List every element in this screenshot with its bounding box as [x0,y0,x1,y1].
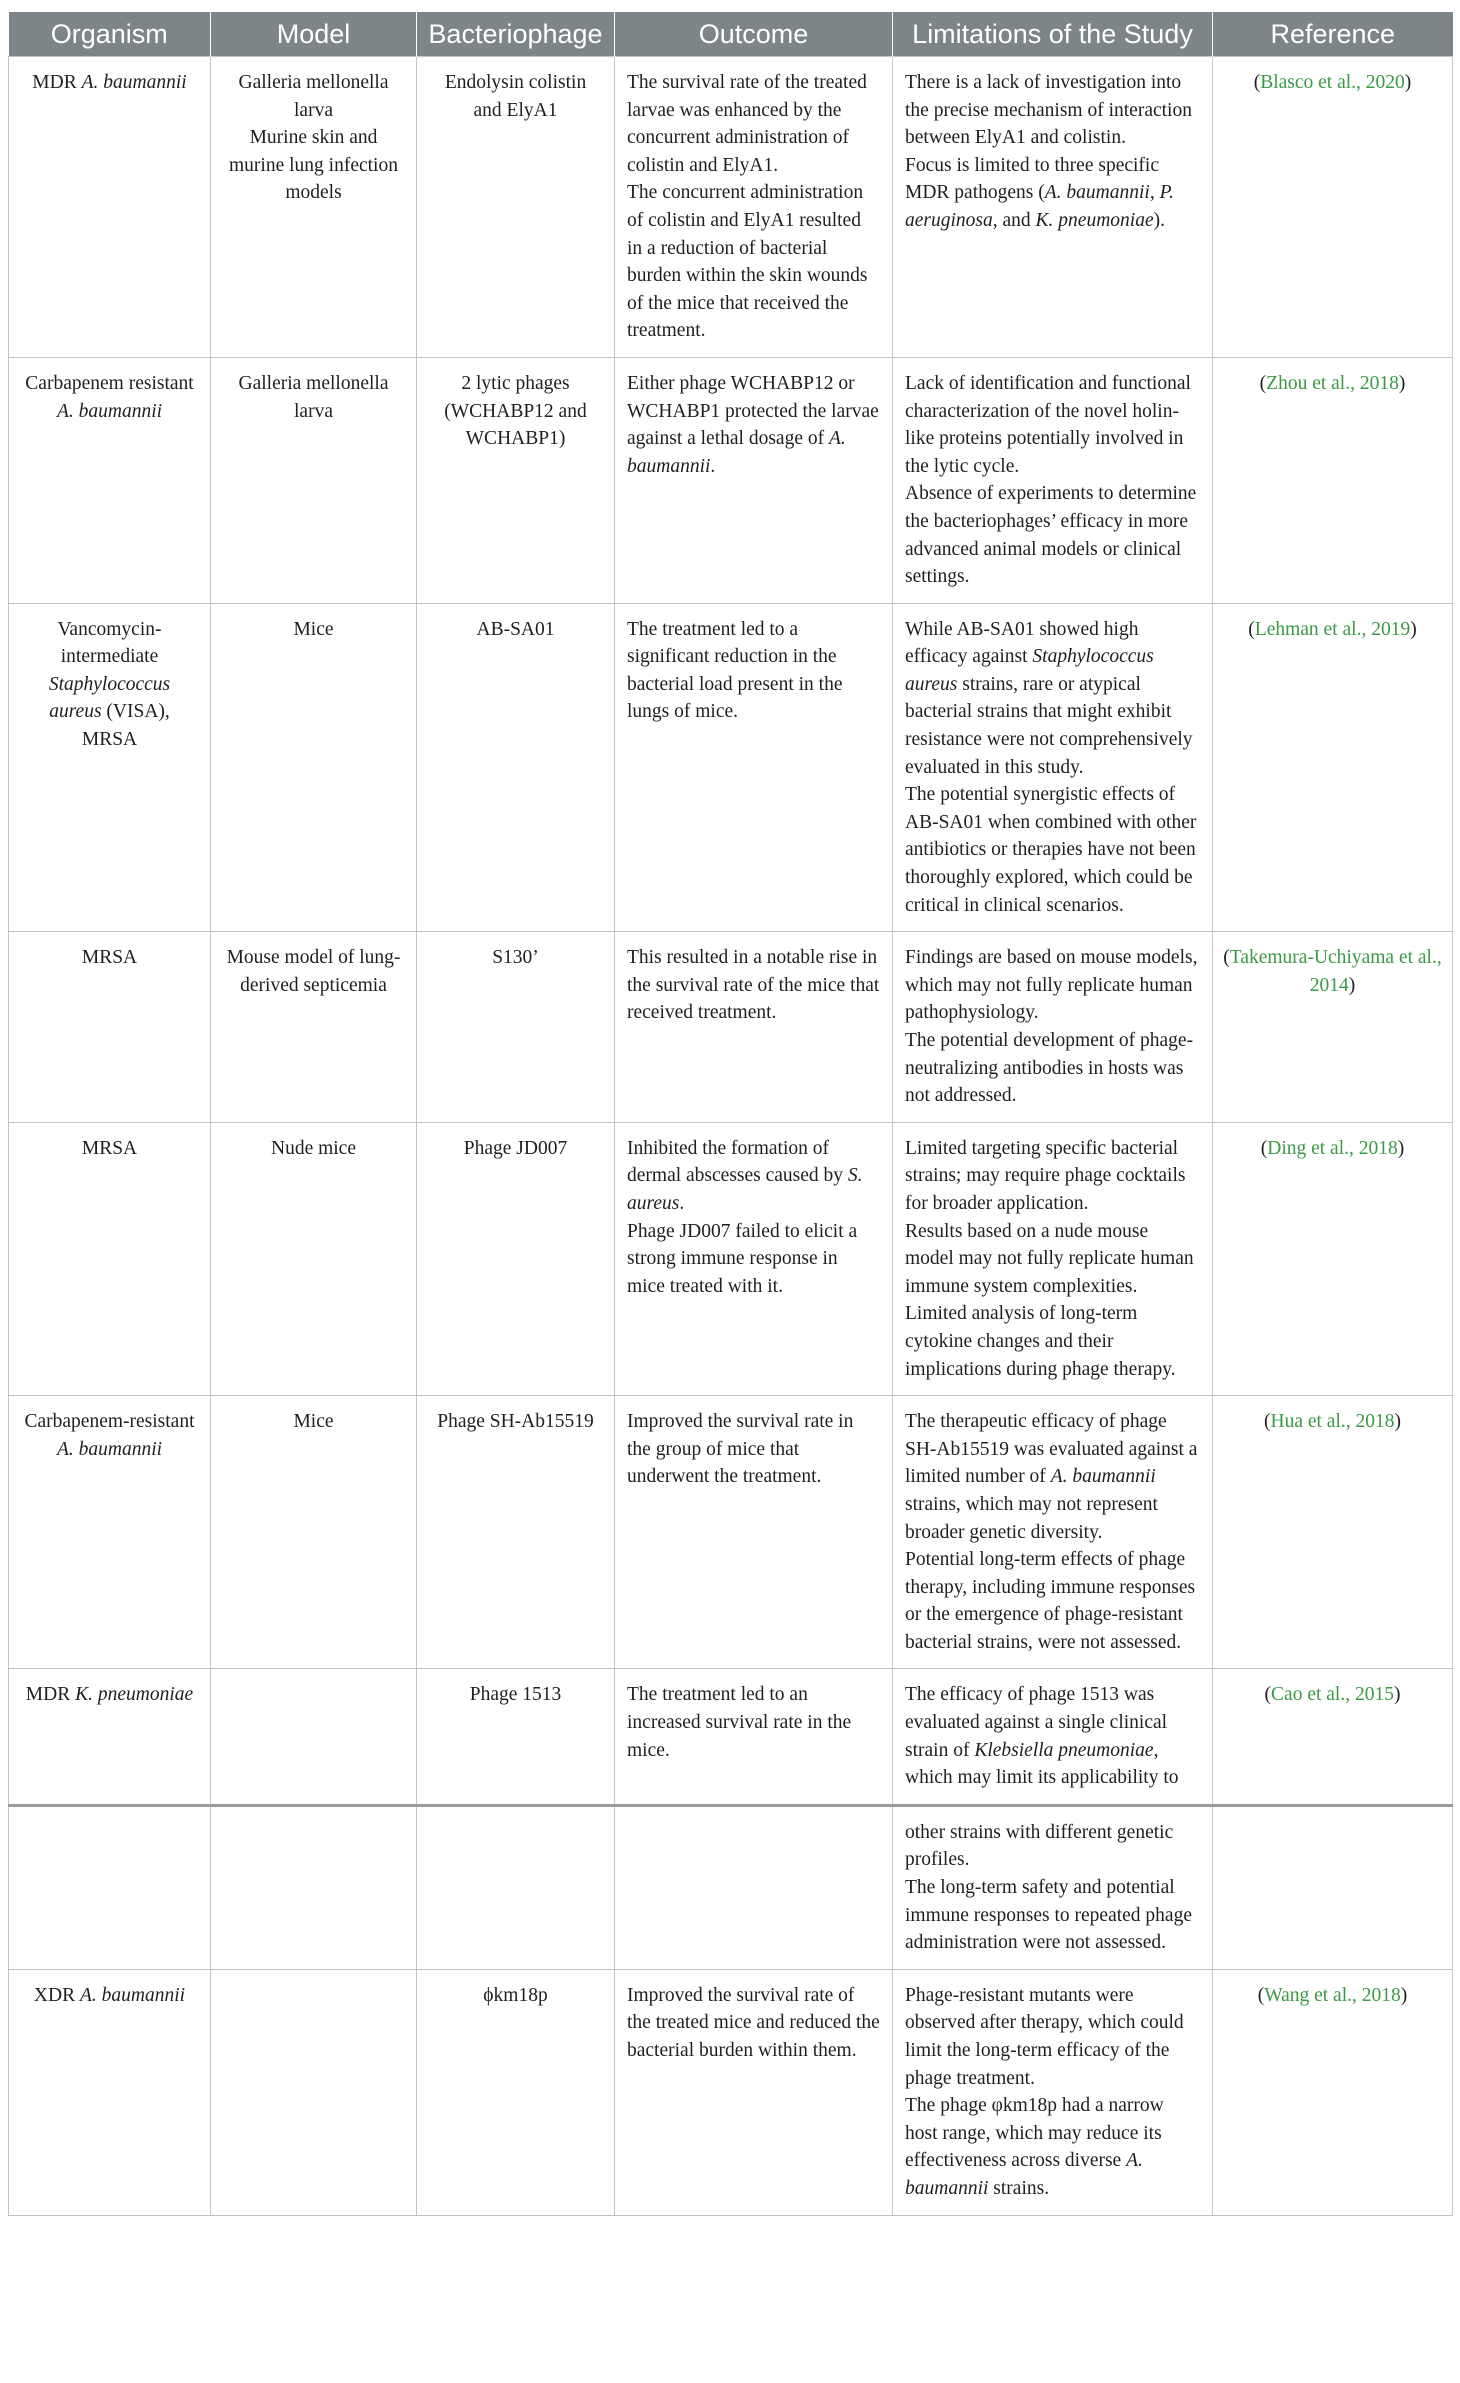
organism-cell: MDR K. pneumoniae [9,1669,211,1805]
bacteriophage-cell: Phage JD007 [417,1122,615,1395]
header-model: Model [211,12,417,57]
limitation-line: Absence of experiments to determine the bacteriophages’ efficacy in more advanced animal models or clinical settings. [905,483,1197,588]
table-row [9,932,1453,1123]
reference-cell [1213,1396,1453,1669]
model-cell [211,1805,417,1969]
model-line: Mouse model of lung-derived septicemia [226,947,401,996]
model-cell [211,932,417,1123]
limitation-line: There is a lack of investigation into the precise mechanism of interaction between ElyA1 and colistin. [905,72,1192,149]
limitation-line: While AB-SA01 showed high efficacy against Staphylococcus aureus strains, rare or atypical bacterial strains that might exhibit resistance were not comprehensively evaluated in this study. [905,618,1193,778]
model-cell [211,1969,417,2215]
limitation-line: The long-term safety and potential immune responses to repeated phage administration were not assessed. [905,1877,1192,1954]
outcome-cell [615,57,893,358]
outcome-line: The treatment led to an increased survival rate in the mice. [627,1684,852,1761]
limitations-cell [893,1122,1213,1395]
outcome-line: This resulted in a notable rise in the survival rate of the mice that received treatment. [627,947,880,1024]
limitation-line: The efficacy of phage 1513 was evaluated against a single clinical strain of Klebsiella pneumoniae, which may limit its applicability to [905,1684,1179,1789]
reference-link[interactable]: (Cao et al., 2015) [1264,1684,1401,1706]
bacteriophage-cell [417,1805,615,1969]
model-line: Mice [293,1411,334,1433]
bacteriophage-cell: Endolysin colistin and ElyA1 [417,57,615,358]
organism-cell: Carbapenem-resistant A. baumannii [9,1396,211,1669]
limitation-line: The phage φkm18p had a narrow host range, which may reduce its effectiveness across diverse A. baumannii strains. [905,2095,1164,2199]
outcome-line: The survival rate of the treated larvae was enhanced by the concurrent administration of colistin and ElyA1. [627,72,867,176]
bacteriophage-cell: AB-SA01 [417,603,615,932]
limitations-cell [893,932,1213,1123]
organism-cell: MDR A. baumannii [9,57,211,358]
header-limitations: Limitations of the Study [893,12,1213,57]
model-line: Galleria mellonella larva [238,372,389,422]
table-row [9,603,1453,932]
model-cell [211,57,417,358]
organism-cell: XDR A. baumannii [9,1969,211,2215]
model-line: Murine skin and murine lung infection models [229,127,398,204]
limitation-line: Limited targeting specific bacterial strains; may require phage cocktails for broader application. [905,1137,1186,1214]
reference-link[interactable]: (Blasco et al., 2020) [1253,72,1412,93]
model-cell [211,1122,417,1395]
model-cell [211,1396,417,1669]
limitation-line: Focus is limited to three specific MDR pathogens (A. baumannii, P. aeruginosa, and K. pneumoniae). [905,154,1174,231]
model-line: Nude mice [270,1137,356,1159]
outcome-cell [615,1969,893,2215]
model-cell [211,1669,417,1805]
outcome-line: The concurrent administration of colistin and ElyA1 resulted in a reduction of bacterial burden within the skin wounds of the mice that received the treatment. [627,182,868,342]
limitations-cell [893,57,1213,358]
outcome-cell [615,1122,893,1395]
limitation-line: other strains with different genetic profiles. [905,1821,1174,1871]
outcome-cell [615,603,893,932]
header-outcome: Outcome [615,12,893,57]
organism-cell: Vancomycin-intermediate Staphylococcus aureus (VISA), MRSA [9,603,211,932]
limitation-line: The potential synergistic effects of AB-SA01 when combined with other antibiotics or therapies have not been thoroughly explored, which could be critical in clinical scenarios. [905,784,1197,916]
limitations-cell [893,1669,1213,1805]
table-row [9,1396,1453,1669]
organism-cell: Carbapenem resistant A. baumannii [9,357,211,603]
model-line: Mice [293,618,334,640]
reference-link[interactable]: (Zhou et al., 2018) [1259,372,1406,394]
outcome-line: The treatment led to a significant reduction in the bacterial load present in the lungs of mice. [627,618,843,723]
outcome-line: Improved the survival rate in the group of mice that underwent the treatment. [627,1411,854,1488]
outcome-cell [615,1396,893,1669]
reference-link[interactable]: (Hua et al., 2018) [1263,1411,1401,1433]
limitations-cell [893,1969,1213,2215]
model-cell [211,357,417,603]
table-row [9,1805,1453,1969]
outcome-line: Inhibited the formation of dermal abscesses caused by S. aureus. [627,1137,863,1214]
bacteriophage-cell: S130’ [417,932,615,1123]
limitations-cell [893,357,1213,603]
organism-cell: MRSA [9,932,211,1123]
table-row [9,1669,1453,1805]
table-body [9,57,1453,2216]
limitation-line: Limited analysis of long-term cytokine changes and their implications during phage therapy. [905,1303,1176,1380]
header-row [9,12,1453,57]
bacteriophage-cell: 2 lytic phages (WCHABP12 and WCHABP1) [417,357,615,603]
reference-cell [1213,932,1453,1123]
outcome-cell [615,1669,893,1805]
header-bacteriophage: Bacteriophage [417,12,615,57]
reference-cell [1213,1122,1453,1395]
outcome-line: Improved the survival rate of the treated mice and reduced the bacterial burden within them. [627,1984,880,2061]
limitation-line: Findings are based on mouse models, which may not fully replicate human pathophysiology. [905,947,1198,1024]
limitation-line: The potential development of phage-neutralizing antibodies in hosts was not addressed. [905,1030,1194,1107]
limitation-line: Lack of identification and functional characterization of the novel holin-like proteins potentially involved in the lytic cycle. [905,372,1191,477]
outcome-line: Either phage WCHABP12 or WCHABP1 protected the larvae against a lethal dosage of A. baumannii. [627,372,879,477]
model-cell [211,603,417,932]
phage-therapy-table [8,12,1453,2216]
outcome-cell [615,357,893,603]
reference-link[interactable]: (Ding et al., 2018) [1260,1137,1405,1159]
outcome-line: Phage JD007 failed to elicit a strong immune response in mice treated with it. [627,1220,858,1297]
table-row [9,357,1453,603]
outcome-cell [615,1805,893,1969]
limitation-line: Results based on a nude mouse model may not fully replicate human immune system complexities. [905,1220,1194,1297]
limitations-cell [893,1805,1213,1969]
reference-cell [1213,1969,1453,2215]
organism-cell [9,1805,211,1969]
table-row [9,57,1453,358]
outcome-cell [615,932,893,1123]
header-organism: Organism [9,12,211,57]
limitation-line: Potential long-term effects of phage therapy, including immune responses or the emergence of phage-resistant bacterial strains, were not assessed. [905,1549,1196,1653]
reference-link[interactable]: (Lehman et al., 2019) [1248,618,1417,640]
table-row [9,1122,1453,1395]
reference-link[interactable]: (Takemura-Uchiyama et al., 2014) [1223,947,1442,996]
table-row [9,1969,1453,2215]
reference-cell [1213,1669,1453,1805]
limitations-cell [893,603,1213,932]
bacteriophage-cell: Phage 1513 [417,1669,615,1805]
limitations-cell [893,1396,1213,1669]
limitation-line: Phage-resistant mutants were observed after therapy, which could limit the long-term efficacy of the phage treatment. [905,1984,1184,2089]
reference-cell [1213,57,1453,358]
model-line: Galleria mellonella larva [238,72,389,121]
reference-cell [1213,357,1453,603]
limitation-line: The therapeutic efficacy of phage SH-Ab15519 was evaluated against a limited number of A. baumannii strains, which may not represent broader genetic diversity. [905,1411,1198,1543]
bacteriophage-cell: ϕkm18p [417,1969,615,2215]
organism-cell: MRSA [9,1122,211,1395]
reference-cell [1213,603,1453,932]
header-reference: Reference [1213,12,1453,57]
bacteriophage-cell: Phage SH-Ab15519 [417,1396,615,1669]
reference-link[interactable]: (Wang et al., 2018) [1257,1984,1408,2006]
reference-cell [1213,1805,1453,1969]
